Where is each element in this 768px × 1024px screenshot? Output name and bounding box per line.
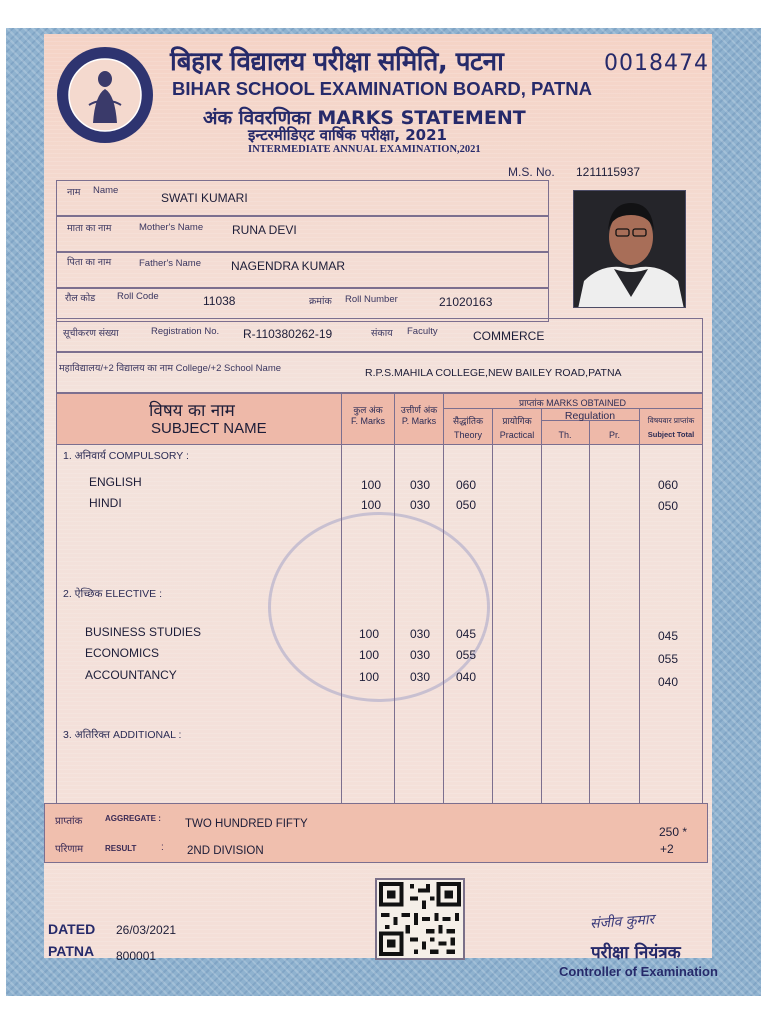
controller-signature: संजीव कुमार — [589, 911, 655, 933]
subject-name: BUSINESS STUDIES — [85, 625, 202, 639]
roll-code: 11038 — [203, 294, 236, 308]
subject-total: 055 — [658, 652, 679, 666]
theory-marks: 055 — [456, 648, 477, 662]
grace-marks: +2 — [660, 842, 674, 856]
roll-number: 21020163 — [439, 295, 493, 309]
table-row — [57, 646, 702, 666]
result-label-hindi: परिणाम — [55, 844, 84, 855]
subject-total: 045 — [658, 629, 679, 643]
practical-header: Practical — [499, 430, 535, 440]
roll-number-label-hindi: क्रमांक — [309, 296, 332, 307]
result-label: RESULT — [105, 844, 137, 853]
father-row — [56, 252, 549, 288]
practical-header-hindi: प्रायोगिक — [502, 416, 532, 426]
theory-header-hindi: सैद्धांतिक — [453, 416, 483, 426]
ms-no-value: 1211115937 — [576, 165, 641, 179]
college-label: महाविद्यालय/+2 विद्यालय का नाम College/+2 School Name — [59, 363, 282, 374]
subject-total-header: Subject Total — [647, 430, 695, 439]
faculty-label: Faculty — [407, 326, 438, 337]
mother-name: RUNA DEVI — [232, 223, 297, 237]
table-row — [57, 474, 702, 494]
dated-label: DATED — [48, 921, 96, 937]
pass-marks: 030 — [410, 670, 431, 684]
full-marks: 100 — [359, 627, 380, 641]
aggregate-result-box — [44, 803, 708, 863]
qr-code — [375, 878, 465, 960]
name-row — [56, 180, 549, 216]
faculty: COMMERCE — [473, 329, 545, 343]
marks-obtained-header: प्राप्तांक MARKS OBTAINED — [519, 398, 626, 408]
pass-marks: 030 — [410, 498, 431, 512]
compulsory-section-label: 1. अनिवार्य COMPULSORY : — [63, 450, 189, 462]
subject-total: 040 — [658, 675, 679, 689]
subject-name: ENGLISH — [89, 475, 142, 489]
subject-header-hindi: विषय का नाम — [149, 401, 235, 421]
serial-number: 0018474 — [604, 51, 709, 76]
subject-header: SUBJECT NAME — [151, 420, 267, 437]
regulation-practical-header: Pr. — [608, 430, 620, 440]
pass-marks-header-hindi: उत्तीर्ण अंक — [400, 405, 438, 415]
father-label: Father's Name — [139, 258, 202, 269]
additional-section-label: 3. अतिरिक्त ADDITIONAL : — [63, 729, 182, 741]
aggregate-label: AGGREGATE : — [105, 814, 161, 823]
result-colon: : — [161, 842, 164, 853]
aggregate-words: TWO HUNDRED FIFTY — [185, 818, 308, 830]
roll-number-label: Roll Number — [345, 294, 398, 305]
theory-marks: 050 — [456, 498, 477, 512]
board-emblem-icon — [55, 45, 155, 145]
father-name: NAGENDRA KUMAR — [231, 259, 346, 273]
student-photo-image — [574, 191, 686, 308]
subject-total: 060 — [658, 478, 679, 492]
registration-label: Registration No. — [151, 326, 220, 337]
college-row — [56, 352, 703, 393]
patna-value: 800001 — [116, 949, 157, 963]
registration-label-hindi: सूचीकरण संख्या — [63, 328, 119, 339]
subject-name: ECONOMICS — [85, 646, 160, 660]
full-marks: 100 — [361, 498, 382, 512]
mother-label: Mother's Name — [139, 222, 204, 233]
controller-title-hindi: परीक्षा नियंत्रक — [591, 943, 681, 963]
qr-code-icon — [377, 880, 463, 958]
pass-marks-header: P. Marks — [401, 416, 437, 426]
table-row — [57, 668, 702, 688]
registration-row — [56, 318, 703, 352]
table-row — [57, 495, 702, 515]
theory-marks: 040 — [456, 670, 477, 684]
registration-number: R-110380262-19 — [243, 327, 333, 341]
mother-row — [56, 216, 549, 252]
full-marks: 100 — [361, 478, 382, 492]
subject-total-header-hindi: विषयवार प्राप्तांक — [647, 416, 695, 425]
elective-section-label: 2. ऐच्छिक ELECTIVE : — [63, 588, 163, 600]
aggregate-label-hindi: प्राप्तांक — [55, 816, 83, 827]
faculty-label-hindi: संकाय — [371, 328, 393, 339]
result-division: 2ND DIVISION — [187, 845, 264, 857]
board-name-hindi: बिहार विद्यालय परीक्षा समिति, पटना — [170, 47, 504, 77]
theory-header: Theory — [453, 430, 482, 440]
student-name: SWATI KUMARI — [161, 191, 248, 205]
mother-label-hindi: माता का नाम — [67, 223, 112, 234]
marks-statement-title: अंक विवरणिका MARKS STATEMENT — [203, 107, 526, 129]
exam-name-english: INTERMEDIATE ANNUAL EXAMINATION,2021 — [248, 144, 481, 155]
patna-label: PATNA — [48, 943, 95, 959]
full-marks: 100 — [359, 648, 380, 662]
pass-marks: 030 — [410, 627, 431, 641]
roll-row — [56, 288, 549, 322]
dated-value: 26/03/2021 — [116, 923, 177, 937]
ms-no-label: M.S. No. — [508, 165, 555, 179]
theory-marks: 045 — [456, 627, 477, 641]
marks-table — [56, 393, 703, 809]
exam-name-hindi: इन्टरमीडिएट वार्षिक परीक्षा, 2021 — [248, 126, 447, 144]
college-name: R.P.S.MAHILA COLLEGE,NEW BAILEY ROAD,PATNA — [365, 367, 622, 379]
theory-marks: 060 — [456, 478, 477, 492]
father-label-hindi: पिता का नाम — [67, 257, 112, 268]
regulation-header: Regulation — [564, 410, 616, 422]
full-marks: 100 — [359, 670, 380, 684]
pass-marks: 030 — [410, 648, 431, 662]
full-marks-header: F. Marks — [350, 416, 385, 426]
subject-name: HINDI — [89, 496, 122, 510]
subject-total: 050 — [658, 499, 679, 513]
student-photo — [573, 190, 686, 308]
name-label-hindi: नाम — [67, 187, 81, 198]
aggregate-value: 250 * — [659, 825, 688, 839]
regulation-theory-header: Th. — [558, 430, 572, 440]
full-marks-header-hindi: कुल अंक — [353, 405, 383, 415]
name-label: Name — [93, 185, 119, 196]
controller-title: Controller of Examination — [559, 964, 718, 979]
subject-name: ACCOUNTANCY — [85, 668, 177, 682]
board-name-english: BIHAR SCHOOL EXAMINATION BOARD, PATNA — [172, 78, 593, 99]
pass-marks: 030 — [410, 478, 431, 492]
table-row — [57, 624, 702, 644]
roll-code-label: Roll Code — [117, 291, 159, 302]
roll-code-label-hindi: रौल कोड — [65, 293, 96, 304]
